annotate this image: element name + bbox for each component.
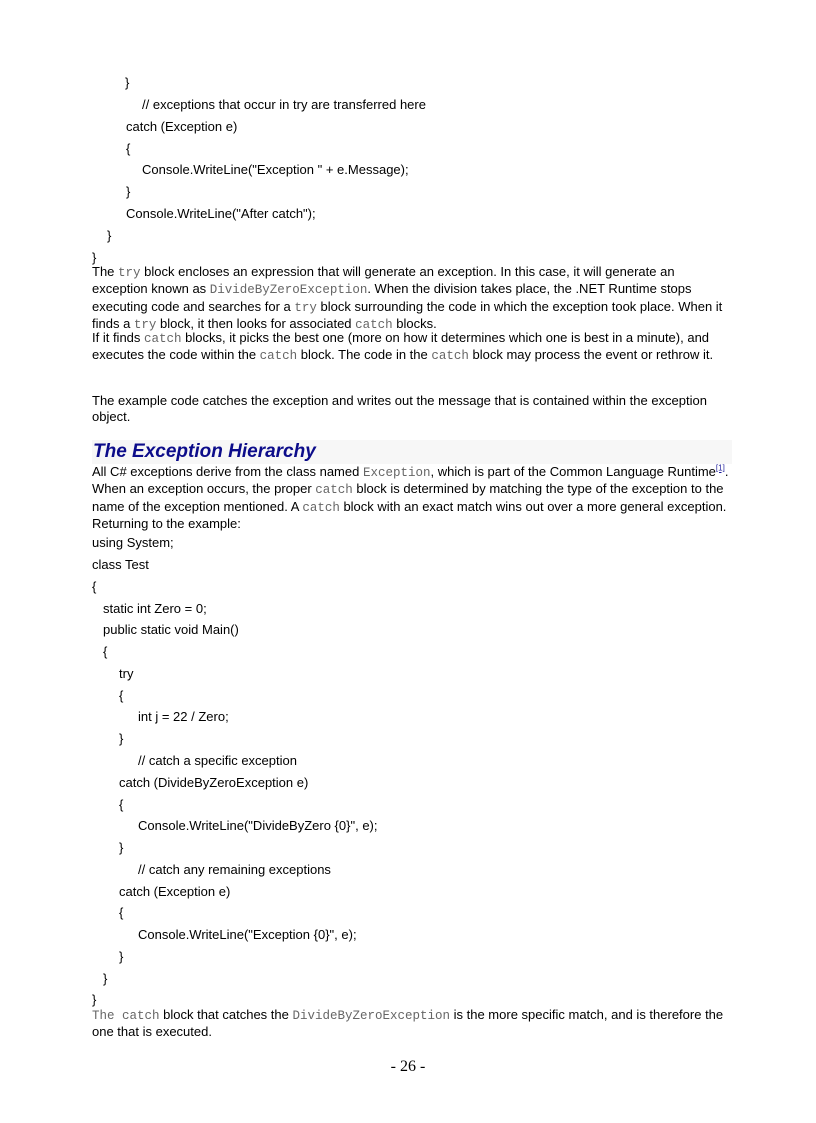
footnote-link[interactable]: [1] xyxy=(715,463,725,473)
section-heading: The Exception Hierarchy xyxy=(92,440,732,464)
page-number: - 26 - xyxy=(390,1058,426,1075)
code-line: class Test xyxy=(92,557,149,572)
code-line: Console.WriteLine("After catch"); xyxy=(126,206,316,221)
code-line: // catch a specific exception xyxy=(138,753,297,768)
code-line: } xyxy=(125,75,130,90)
paragraph-try-block: The try block encloses an expression that will generate an exception. In this case, it will generate an exception known as DivideByZeroException. When the division takes place, the .NET Runtime stops executing code and searches for a try block surrounding the code in which the exception took place. When it finds a try block, it then looks for associated catch blocks. xyxy=(92,264,723,332)
paragraph-example-code: The example code catches the exception and writes out the message that is contained within the exception object. xyxy=(92,393,707,425)
code-line: { xyxy=(92,579,97,594)
code-line: // catch any remaining exceptions xyxy=(138,862,331,877)
code-line: public static void Main() xyxy=(103,622,239,637)
code-line: } xyxy=(103,971,108,986)
code-line: catch (Exception e) xyxy=(126,119,238,134)
code-line: { xyxy=(119,905,124,920)
code-line: int j = 22 / Zero; xyxy=(138,709,229,724)
code-line: static int Zero = 0; xyxy=(103,601,207,616)
code-line: using System; xyxy=(92,535,174,550)
code-line: } xyxy=(119,949,124,964)
paragraph-exception-hierarchy: All C# exceptions derive from the class named Exception, which is part of the Common Language Runtime[1]. When an exception occurs, the proper catch block is determined by matching the type of the exception to the name of the exception mentioned. A catch block with an exact match wins out over a more general exception. Returning to the example: xyxy=(92,463,729,531)
code-line: } xyxy=(92,992,97,1007)
code-line: } xyxy=(126,184,131,199)
code-line: catch (Exception e) xyxy=(119,884,231,899)
code-line: Console.WriteLine("Exception " + e.Message); xyxy=(142,162,409,177)
paragraph-catch-blocks: If it finds catch blocks, it picks the best one (more on how it determines which one is best in a minute), and executes the code within the catch block. The code in the catch block may process the event or rethrow it. xyxy=(92,330,714,364)
code-line: { xyxy=(126,141,131,156)
code-line: } xyxy=(119,731,124,746)
code-line: Console.WriteLine("Exception {0}", e); xyxy=(138,927,357,942)
code-line: { xyxy=(103,644,108,659)
code-line: { xyxy=(119,688,124,703)
code-line: } xyxy=(107,228,112,243)
code-line: } xyxy=(92,250,97,265)
code-line: Console.WriteLine("DivideByZero {0}", e); xyxy=(138,818,378,833)
paragraph-specific-match: The catch block that catches the DivideByZeroException is the more specific match, and is therefore the one that is executed. xyxy=(92,1007,724,1040)
code-line: } xyxy=(119,840,124,855)
code-line: catch (DivideByZeroException e) xyxy=(119,775,309,790)
code-line: try xyxy=(119,666,134,681)
code-line: { xyxy=(119,797,124,812)
code-line: // exceptions that occur in try are transferred here xyxy=(142,97,426,112)
